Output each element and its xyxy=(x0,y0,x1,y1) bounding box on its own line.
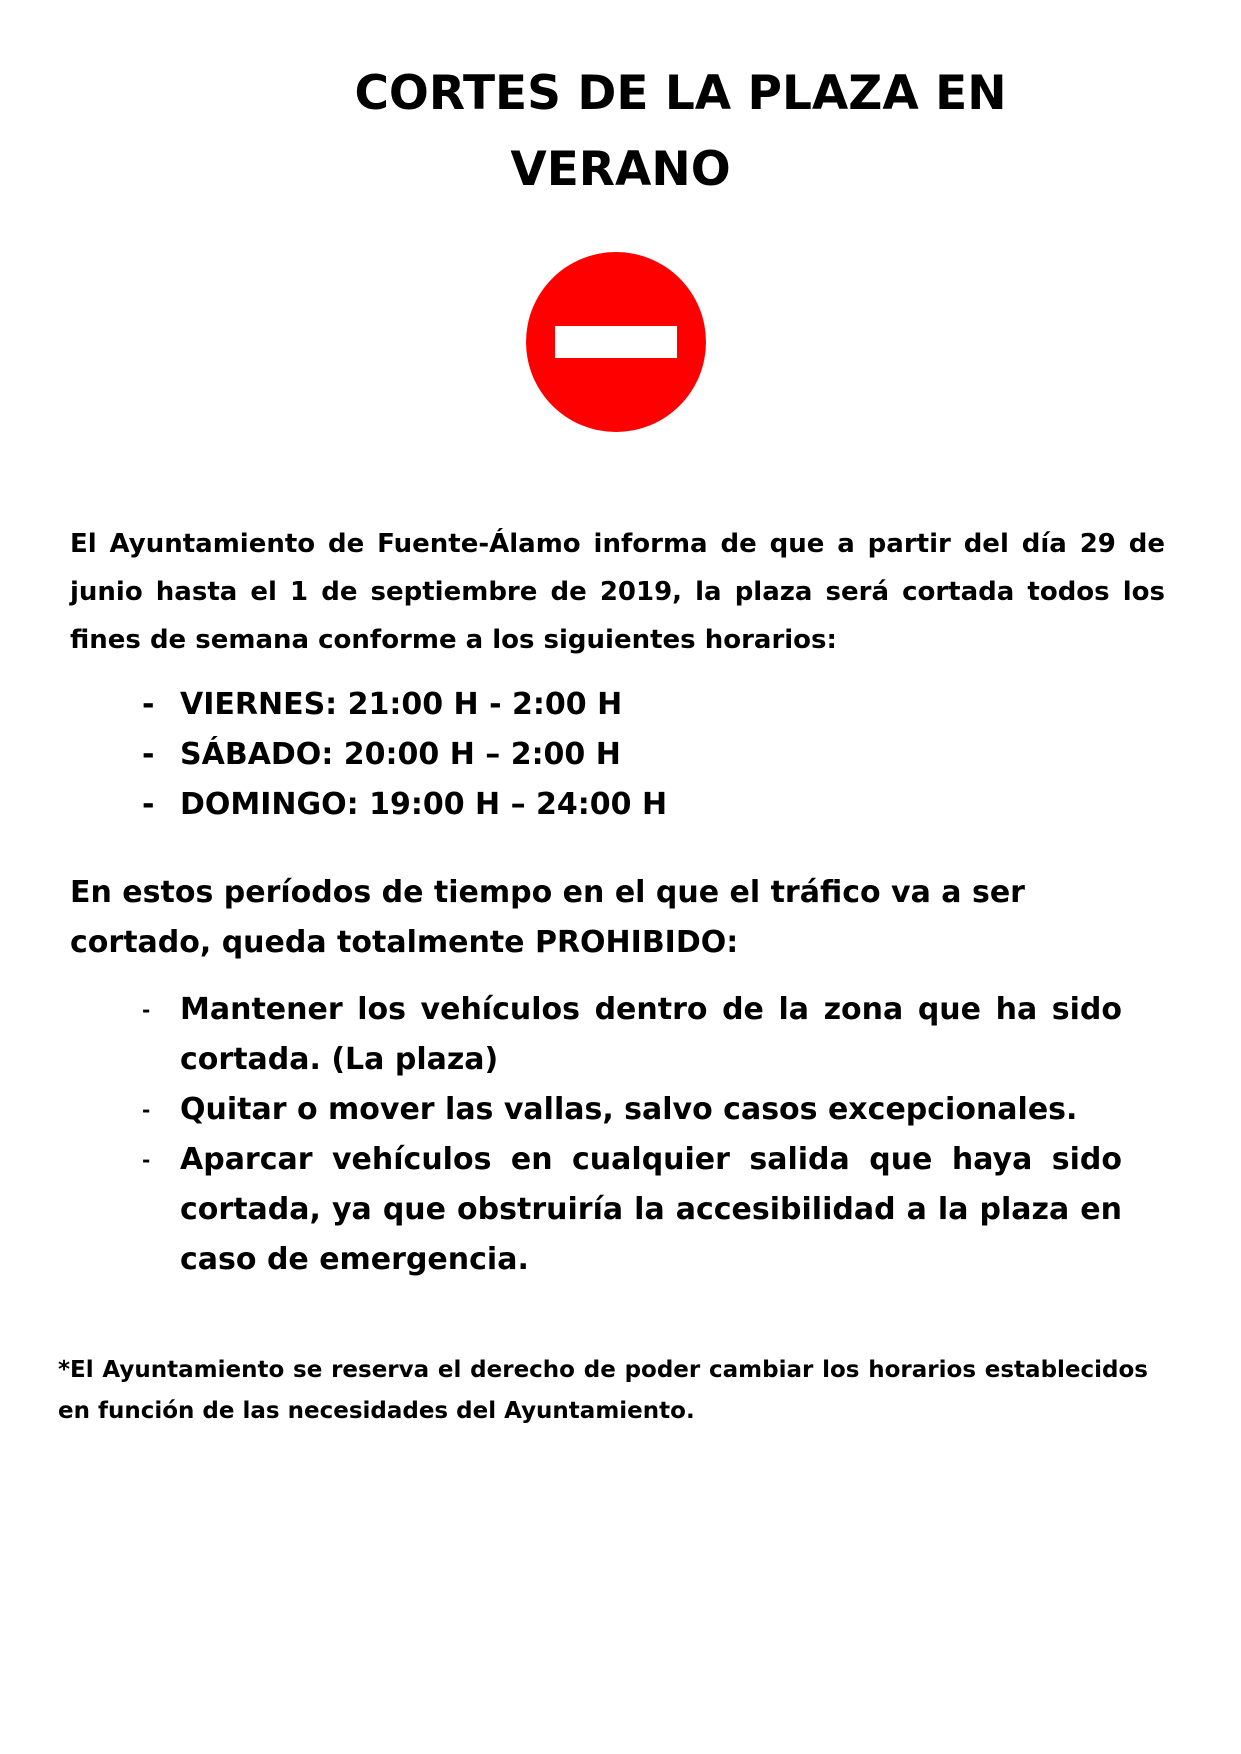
schedule-text: SÁBADO: 20:00 H – 2:00 H xyxy=(180,737,621,772)
prohibition-text: Quitar o mover las vallas, salvo casos excepcionales. xyxy=(180,1092,1078,1127)
prohibition-text: Aparcar vehículos en cualquier salida que haya sido cortada, ya que obstruiría la accesibilidad a la plaza en caso de emergencia. xyxy=(180,1142,1122,1277)
prohibition-item xyxy=(142,1085,1122,1135)
prohibition-text: Mantener los vehículos dentro de la zona que ha sido cortada. (La plaza) xyxy=(180,992,1122,1077)
footnote: *El Ayuntamiento se reserva el derecho de poder cambiar los horarios establecidos en función de las necesidades del Ayuntamiento. xyxy=(58,1357,1148,1424)
list-dash: - xyxy=(142,737,155,772)
list-dash: - xyxy=(142,1148,151,1172)
list-dash: - xyxy=(142,998,151,1022)
schedule-text: DOMINGO: 19:00 H – 24:00 H xyxy=(180,787,668,822)
prohibition-item xyxy=(142,985,1122,1085)
title-line-2: VERANO xyxy=(510,142,731,197)
schedule-list xyxy=(142,680,1142,830)
no-entry-sign-icon xyxy=(526,252,706,432)
list-dash: - xyxy=(142,787,155,822)
prohibitions-list xyxy=(142,985,1122,1285)
no-entry-bar xyxy=(555,326,677,358)
prohibited-intro: En estos períodos de tiempo en el que el tráfico va a ser cortado, queda totalmente PROHIBIDO: xyxy=(70,875,1025,960)
prohibition-item xyxy=(142,1135,1122,1285)
schedule-item-sunday xyxy=(142,780,1142,830)
list-dash: - xyxy=(142,687,155,722)
title-line-1: CORTES DE LA PLAZA EN xyxy=(354,66,1007,121)
intro-paragraph: El Ayuntamiento de Fuente-Álamo informa de que a partir del día 29 de junio hasta el 1 de septiembre de 2019, la plaza será cortada todos los fines de semana conforme a los siguientes horarios: xyxy=(70,529,1165,655)
schedule-item-friday xyxy=(142,680,1142,730)
schedule-item-saturday xyxy=(142,730,1142,780)
schedule-text: VIERNES: 21:00 H - 2:00 H xyxy=(180,687,623,722)
list-dash: - xyxy=(142,1098,151,1122)
